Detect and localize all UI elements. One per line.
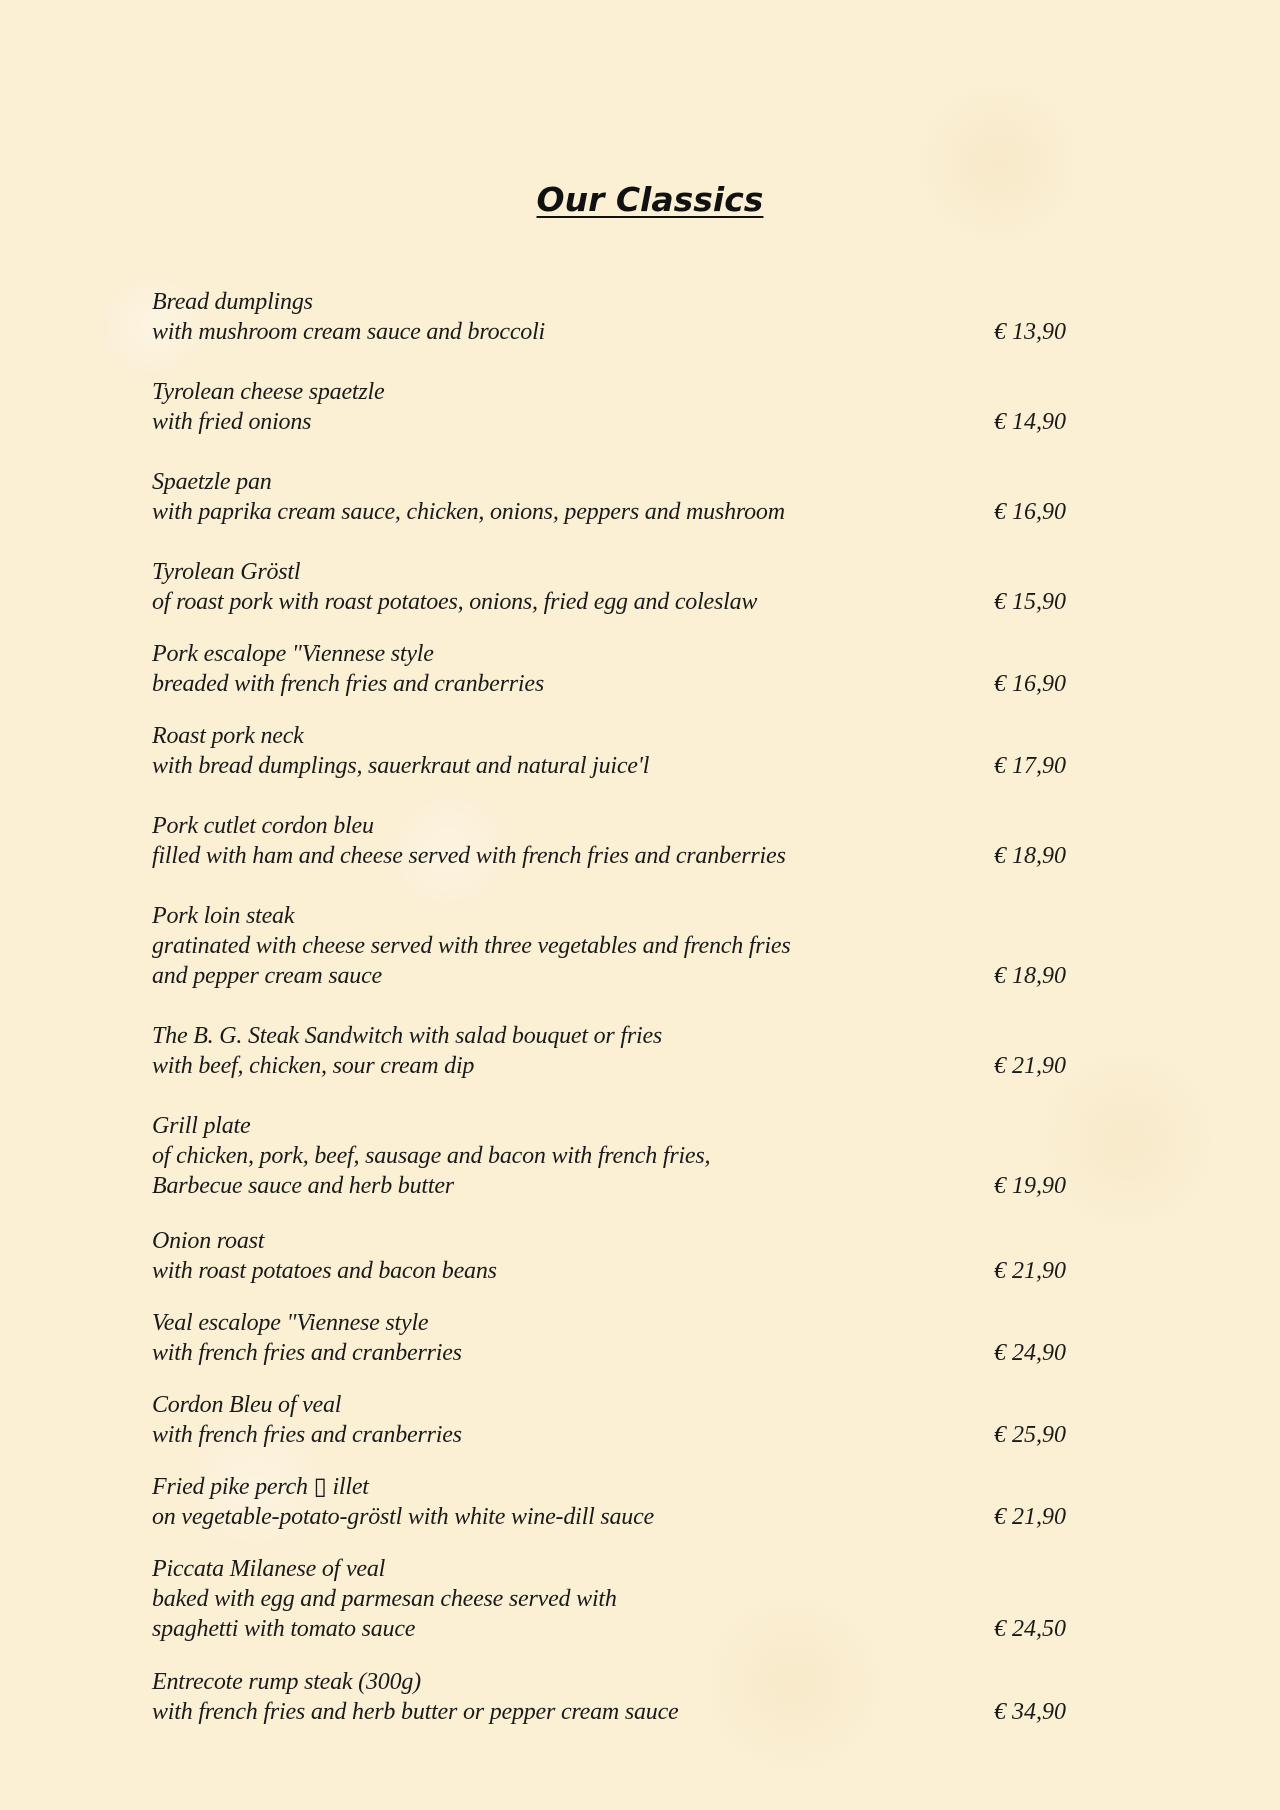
dish-name: Grill plate <box>152 1113 251 1139</box>
dish-price: € 21,90 <box>994 1053 1066 1079</box>
dish-description: of roast pork with roast potatoes, onions, fried egg and coleslaw <box>152 589 758 615</box>
dish-price: € 21,90 <box>994 1258 1066 1284</box>
dish-description: of chicken, pork, beef, sausage and bacon with french fries, <box>152 1143 711 1169</box>
menu-item <box>152 1111 1066 1201</box>
menu-item <box>152 639 1066 699</box>
dish-price: € 16,90 <box>994 671 1066 697</box>
menu-item <box>152 557 1066 617</box>
dish-name: Veal escalope "Viennese style <box>152 1310 429 1336</box>
dish-name: Tyrolean cheese spaetzle <box>152 379 385 405</box>
dish-description: on vegetable-potato-gröstl with white wine-dill sauce <box>152 1504 654 1530</box>
dish-name: Entrecote rump steak (300g) <box>152 1669 421 1695</box>
dish-name: Tyrolean Gröstl <box>152 559 301 585</box>
dish-price: € 16,90 <box>994 499 1066 525</box>
dish-description: with paprika cream sauce, chicken, onions, peppers and mushroom <box>152 499 785 525</box>
dish-name: Piccata Milanese of veal <box>152 1556 386 1582</box>
dish-name: Pork loin steak <box>152 903 295 929</box>
dish-name: The B. G. Steak Sandwitch with salad bouquet or fries <box>152 1023 663 1049</box>
dish-description: with fried onions <box>152 409 312 435</box>
dish-price: € 24,50 <box>994 1616 1066 1642</box>
menu-item <box>152 811 1066 871</box>
dish-price: € 18,90 <box>994 963 1066 989</box>
dish-description: and pepper cream sauce <box>152 963 382 989</box>
dish-description: breaded with french fries and cranberries <box>152 671 544 697</box>
menu-item <box>152 1472 1066 1532</box>
dish-price: € 34,90 <box>994 1699 1066 1725</box>
menu-item <box>152 1226 1066 1286</box>
dish-description: with roast potatoes and bacon beans <box>152 1258 497 1284</box>
dish-description: baked with egg and parmesan cheese served with <box>152 1586 617 1612</box>
dish-description: filled with ham and cheese served with french fries and cranberries <box>152 843 786 869</box>
dish-description: with beef, chicken, sour cream dip <box>152 1053 475 1079</box>
dish-name: Spaetzle pan <box>152 469 272 495</box>
dish-price: € 25,90 <box>994 1422 1066 1448</box>
dish-name: Pork escalope "Viennese style <box>152 641 434 667</box>
dish-name: Cordon Bleu of veal <box>152 1392 342 1418</box>
dish-description: with mushroom cream sauce and broccoli <box>152 319 546 345</box>
dish-description: gratinated with cheese served with three vegetables and french fries <box>152 933 791 959</box>
dish-price: € 19,90 <box>994 1173 1066 1199</box>
menu-item <box>152 1390 1066 1450</box>
dish-description: with bread dumplings, sauerkraut and natural juice'l <box>152 753 650 779</box>
dish-description: with french fries and cranberries <box>152 1422 462 1448</box>
dish-description: with french fries and cranberries <box>152 1340 462 1366</box>
menu-item <box>152 1554 1066 1644</box>
dish-name: Roast pork neck <box>152 723 304 749</box>
dish-price: € 13,90 <box>994 319 1066 345</box>
dish-price: € 21,90 <box>994 1504 1066 1530</box>
menu-item <box>152 1021 1066 1081</box>
dish-price: € 15,90 <box>994 589 1066 615</box>
menu-item <box>152 901 1066 991</box>
dish-price: € 24,90 <box>994 1340 1066 1366</box>
dish-name: Fried pike perch ▯ illet <box>152 1474 369 1500</box>
menu-item <box>152 377 1066 437</box>
dish-price: € 17,90 <box>994 753 1066 779</box>
menu-item <box>152 1308 1066 1368</box>
dish-price: € 14,90 <box>994 409 1066 435</box>
dish-description: with french fries and herb butter or pepper cream sauce <box>152 1699 679 1725</box>
dish-description: spaghetti with tomato sauce <box>152 1616 416 1642</box>
dish-description: Barbecue sauce and herb butter <box>152 1173 454 1199</box>
dish-name: Onion roast <box>152 1228 265 1254</box>
menu-item <box>152 721 1066 781</box>
menu-item <box>152 287 1066 347</box>
page-title: Our Classics <box>536 180 764 219</box>
dish-name: Bread dumplings <box>152 289 313 315</box>
dish-price: € 18,90 <box>994 843 1066 869</box>
dish-name: Pork cutlet cordon bleu <box>152 813 374 839</box>
menu-item <box>152 1667 1066 1727</box>
menu-item <box>152 467 1066 527</box>
